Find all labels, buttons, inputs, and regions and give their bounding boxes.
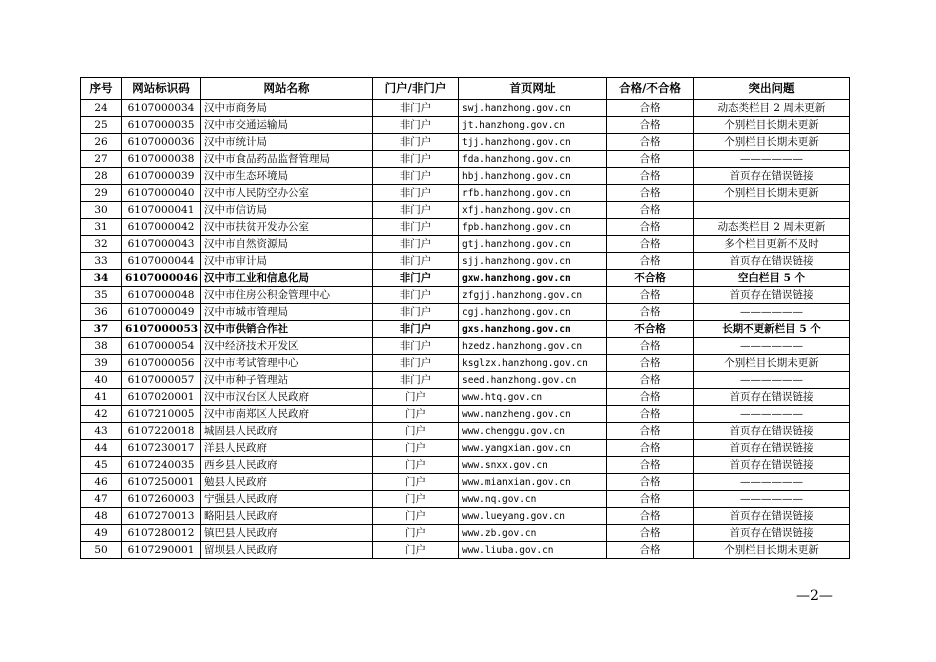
cell-result: 合格 bbox=[607, 338, 694, 355]
cell-result: 合格 bbox=[607, 236, 694, 253]
cell-site-name: 汉中市供销合作社 bbox=[201, 321, 373, 338]
cell-site-code: 6107240035 bbox=[122, 457, 201, 474]
cell-site-name: 略阳县人民政府 bbox=[201, 508, 373, 525]
cell-homepage-url: www.zb.gov.cn bbox=[459, 525, 607, 542]
cell-site-name: 汉中市食品药品监督管理局 bbox=[201, 151, 373, 168]
cell-site-code: 6107000040 bbox=[122, 185, 201, 202]
cell-site-code: 6107270013 bbox=[122, 508, 201, 525]
cell-site-code: 6107000057 bbox=[122, 372, 201, 389]
table-row bbox=[81, 389, 850, 406]
cell-issue: —————— bbox=[694, 406, 850, 423]
cell-serial-no: 26 bbox=[81, 134, 122, 151]
cell-issue: 空白栏目 5 个 bbox=[694, 270, 850, 287]
cell-homepage-url: www.snxx.gov.cn bbox=[459, 457, 607, 474]
table-header-row bbox=[81, 78, 850, 100]
cell-serial-no: 42 bbox=[81, 406, 122, 423]
cell-site-code: 6107000038 bbox=[122, 151, 201, 168]
table-row bbox=[81, 457, 850, 474]
cell-site-name: 汉中市住房公积金管理中心 bbox=[201, 287, 373, 304]
cell-portal-type: 门户 bbox=[373, 474, 459, 491]
cell-serial-no: 43 bbox=[81, 423, 122, 440]
cell-issue: 首页存在错误链接 bbox=[694, 423, 850, 440]
cell-portal-type: 非门户 bbox=[373, 253, 459, 270]
cell-serial-no: 38 bbox=[81, 338, 122, 355]
cell-site-name: 汉中经济技术开发区 bbox=[201, 338, 373, 355]
cell-portal-type: 非门户 bbox=[373, 372, 459, 389]
cell-result: 合格 bbox=[607, 151, 694, 168]
cell-portal-type: 非门户 bbox=[373, 219, 459, 236]
cell-serial-no: 46 bbox=[81, 474, 122, 491]
cell-homepage-url: www.chenggu.gov.cn bbox=[459, 423, 607, 440]
table-row bbox=[81, 338, 850, 355]
cell-site-code: 6107280012 bbox=[122, 525, 201, 542]
cell-homepage-url: fpb.hanzhong.gov.cn bbox=[459, 219, 607, 236]
table-row bbox=[81, 406, 850, 423]
cell-site-code: 6107250001 bbox=[122, 474, 201, 491]
table-row bbox=[81, 253, 850, 270]
cell-result: 合格 bbox=[607, 457, 694, 474]
cell-serial-no: 49 bbox=[81, 525, 122, 542]
cell-site-code: 6107260003 bbox=[122, 491, 201, 508]
cell-site-code: 6107000053 bbox=[122, 321, 201, 338]
cell-issue: —————— bbox=[694, 491, 850, 508]
cell-site-code: 6107000035 bbox=[122, 117, 201, 134]
cell-site-name: 汉中市汉台区人民政府 bbox=[201, 389, 373, 406]
cell-serial-no: 48 bbox=[81, 508, 122, 525]
cell-serial-no: 36 bbox=[81, 304, 122, 321]
cell-serial-no: 35 bbox=[81, 287, 122, 304]
cell-result: 合格 bbox=[607, 542, 694, 559]
cell-site-code: 6107230017 bbox=[122, 440, 201, 457]
cell-homepage-url: gxw.hanzhong.gov.cn bbox=[459, 270, 607, 287]
cell-issue: 动态类栏目 2 周未更新 bbox=[694, 100, 850, 117]
cell-issue: 个别栏目长期未更新 bbox=[694, 542, 850, 559]
cell-portal-type: 门户 bbox=[373, 491, 459, 508]
cell-issue: —————— bbox=[694, 304, 850, 321]
cell-result: 合格 bbox=[607, 355, 694, 372]
cell-serial-no: 31 bbox=[81, 219, 122, 236]
cell-site-code: 6107000039 bbox=[122, 168, 201, 185]
cell-serial-no: 30 bbox=[81, 202, 122, 219]
cell-serial-no: 39 bbox=[81, 355, 122, 372]
cell-portal-type: 非门户 bbox=[373, 202, 459, 219]
cell-result: 合格 bbox=[607, 100, 694, 117]
cell-site-name: 洋县人民政府 bbox=[201, 440, 373, 457]
cell-result: 不合格 bbox=[607, 321, 694, 338]
cell-serial-no: 47 bbox=[81, 491, 122, 508]
cell-issue: 首页存在错误链接 bbox=[694, 508, 850, 525]
table-row bbox=[81, 372, 850, 389]
cell-site-code: 6107000046 bbox=[122, 270, 201, 287]
cell-site-code: 6107000041 bbox=[122, 202, 201, 219]
cell-site-name: 汉中市南郑区人民政府 bbox=[201, 406, 373, 423]
cell-site-name: 汉中市城市管理局 bbox=[201, 304, 373, 321]
cell-portal-type: 非门户 bbox=[373, 151, 459, 168]
cell-issue: 首页存在错误链接 bbox=[694, 457, 850, 474]
cell-portal-type: 非门户 bbox=[373, 270, 459, 287]
cell-portal-type: 门户 bbox=[373, 423, 459, 440]
cell-site-name: 汉中市种子管理站 bbox=[201, 372, 373, 389]
cell-site-name: 汉中市审计局 bbox=[201, 253, 373, 270]
cell-homepage-url: www.liuba.gov.cn bbox=[459, 542, 607, 559]
cell-result: 合格 bbox=[607, 525, 694, 542]
cell-site-name: 汉中市自然资源局 bbox=[201, 236, 373, 253]
header-portal-type: 门户/非门户 bbox=[373, 78, 459, 100]
cell-issue: 首页存在错误链接 bbox=[694, 253, 850, 270]
table-row bbox=[81, 185, 850, 202]
cell-result: 合格 bbox=[607, 389, 694, 406]
cell-site-code: 6107000042 bbox=[122, 219, 201, 236]
cell-site-code: 6107000043 bbox=[122, 236, 201, 253]
cell-result: 合格 bbox=[607, 253, 694, 270]
cell-serial-no: 25 bbox=[81, 117, 122, 134]
cell-site-code: 6107290001 bbox=[122, 542, 201, 559]
cell-portal-type: 非门户 bbox=[373, 287, 459, 304]
cell-result: 合格 bbox=[607, 406, 694, 423]
cell-portal-type: 非门户 bbox=[373, 134, 459, 151]
header-site-code: 网站标识码 bbox=[122, 78, 201, 100]
cell-site-name: 汉中市统计局 bbox=[201, 134, 373, 151]
table-row bbox=[81, 270, 850, 287]
cell-portal-type: 门户 bbox=[373, 525, 459, 542]
cell-issue: 多个栏目更新不及时 bbox=[694, 236, 850, 253]
cell-homepage-url: ksglzx.hanzhong.gov.cn bbox=[459, 355, 607, 372]
cell-homepage-url: www.mianxian.gov.cn bbox=[459, 474, 607, 491]
cell-issue: 首页存在错误链接 bbox=[694, 440, 850, 457]
cell-site-code: 6107220018 bbox=[122, 423, 201, 440]
cell-serial-no: 33 bbox=[81, 253, 122, 270]
cell-site-name: 西乡县人民政府 bbox=[201, 457, 373, 474]
cell-serial-no: 40 bbox=[81, 372, 122, 389]
cell-result: 合格 bbox=[607, 304, 694, 321]
cell-portal-type: 门户 bbox=[373, 508, 459, 525]
table-row bbox=[81, 100, 850, 117]
cell-portal-type: 非门户 bbox=[373, 100, 459, 117]
cell-serial-no: 27 bbox=[81, 151, 122, 168]
cell-issue: 个别栏目长期未更新 bbox=[694, 134, 850, 151]
cell-homepage-url: www.yangxian.gov.cn bbox=[459, 440, 607, 457]
cell-issue: 个别栏目长期未更新 bbox=[694, 117, 850, 134]
table-row bbox=[81, 236, 850, 253]
cell-issue: 个别栏目长期未更新 bbox=[694, 185, 850, 202]
cell-homepage-url: gxs.hanzhong.gov.cn bbox=[459, 321, 607, 338]
cell-homepage-url: hzedz.hanzhong.gov.cn bbox=[459, 338, 607, 355]
table-row bbox=[81, 525, 850, 542]
cell-site-code: 6107020001 bbox=[122, 389, 201, 406]
table-row bbox=[81, 168, 850, 185]
cell-result: 合格 bbox=[607, 474, 694, 491]
cell-site-name: 留坝县人民政府 bbox=[201, 542, 373, 559]
cell-issue: —————— bbox=[694, 474, 850, 491]
header-site-name: 网站名称 bbox=[201, 78, 373, 100]
cell-site-name: 宁强县人民政府 bbox=[201, 491, 373, 508]
table-row bbox=[81, 423, 850, 440]
cell-result: 合格 bbox=[607, 202, 694, 219]
table-row bbox=[81, 304, 850, 321]
table-row bbox=[81, 151, 850, 168]
cell-homepage-url: cgj.hanzhong.gov.cn bbox=[459, 304, 607, 321]
table-row bbox=[81, 219, 850, 236]
cell-homepage-url: gtj.hanzhong.gov.cn bbox=[459, 236, 607, 253]
cell-serial-no: 50 bbox=[81, 542, 122, 559]
cell-homepage-url: www.nq.gov.cn bbox=[459, 491, 607, 508]
cell-issue: —————— bbox=[694, 338, 850, 355]
cell-site-name: 汉中市商务局 bbox=[201, 100, 373, 117]
header-homepage-url: 首页网址 bbox=[459, 78, 607, 100]
cell-serial-no: 32 bbox=[81, 236, 122, 253]
page-number: —2— bbox=[796, 588, 833, 604]
table-row bbox=[81, 474, 850, 491]
cell-site-code: 6107000054 bbox=[122, 338, 201, 355]
cell-site-name: 汉中市交通运输局 bbox=[201, 117, 373, 134]
cell-issue: —————— bbox=[694, 372, 850, 389]
cell-site-name: 城固县人民政府 bbox=[201, 423, 373, 440]
cell-site-name: 汉中市生态环境局 bbox=[201, 168, 373, 185]
table-row bbox=[81, 440, 850, 457]
cell-homepage-url: zfgjj.hanzhong.gov.cn bbox=[459, 287, 607, 304]
cell-issue: —————— bbox=[694, 151, 850, 168]
cell-site-name: 汉中市考试管理中心 bbox=[201, 355, 373, 372]
cell-site-code: 6107000034 bbox=[122, 100, 201, 117]
cell-portal-type: 非门户 bbox=[373, 117, 459, 134]
cell-result: 合格 bbox=[607, 134, 694, 151]
header-result: 合格/不合格 bbox=[607, 78, 694, 100]
cell-portal-type: 非门户 bbox=[373, 304, 459, 321]
cell-issue bbox=[694, 202, 850, 219]
cell-result: 合格 bbox=[607, 440, 694, 457]
cell-portal-type: 门户 bbox=[373, 440, 459, 457]
cell-result: 合格 bbox=[607, 168, 694, 185]
cell-homepage-url: swj.hanzhong.gov.cn bbox=[459, 100, 607, 117]
cell-issue: 首页存在错误链接 bbox=[694, 287, 850, 304]
cell-site-name: 汉中市信访局 bbox=[201, 202, 373, 219]
cell-homepage-url: sjj.hanzhong.gov.cn bbox=[459, 253, 607, 270]
cell-homepage-url: jt.hanzhong.gov.cn bbox=[459, 117, 607, 134]
cell-serial-no: 44 bbox=[81, 440, 122, 457]
cell-portal-type: 非门户 bbox=[373, 168, 459, 185]
cell-site-code: 6107210005 bbox=[122, 406, 201, 423]
cell-serial-no: 34 bbox=[81, 270, 122, 287]
cell-result: 合格 bbox=[607, 219, 694, 236]
cell-site-code: 6107000056 bbox=[122, 355, 201, 372]
cell-site-code: 6107000044 bbox=[122, 253, 201, 270]
cell-homepage-url: rfb.hanzhong.gov.cn bbox=[459, 185, 607, 202]
cell-issue: 首页存在错误链接 bbox=[694, 168, 850, 185]
cell-site-name: 汉中市扶贫开发办公室 bbox=[201, 219, 373, 236]
table-body bbox=[81, 100, 850, 559]
table-row bbox=[81, 355, 850, 372]
cell-result: 合格 bbox=[607, 372, 694, 389]
table-row bbox=[81, 117, 850, 134]
cell-result: 不合格 bbox=[607, 270, 694, 287]
cell-homepage-url: fda.hanzhong.gov.cn bbox=[459, 151, 607, 168]
cell-portal-type: 门户 bbox=[373, 542, 459, 559]
table-row bbox=[81, 287, 850, 304]
cell-homepage-url: xfj.hanzhong.gov.cn bbox=[459, 202, 607, 219]
cell-issue: 首页存在错误链接 bbox=[694, 525, 850, 542]
cell-site-name: 汉中市工业和信息化局 bbox=[201, 270, 373, 287]
cell-site-name: 镇巴县人民政府 bbox=[201, 525, 373, 542]
header-serial-no: 序号 bbox=[81, 78, 122, 100]
cell-portal-type: 非门户 bbox=[373, 355, 459, 372]
cell-result: 合格 bbox=[607, 491, 694, 508]
table-row bbox=[81, 202, 850, 219]
table-row bbox=[81, 321, 850, 338]
cell-portal-type: 门户 bbox=[373, 406, 459, 423]
cell-serial-no: 37 bbox=[81, 321, 122, 338]
cell-serial-no: 41 bbox=[81, 389, 122, 406]
cell-site-name: 汉中市人民防空办公室 bbox=[201, 185, 373, 202]
cell-issue: 个别栏目长期未更新 bbox=[694, 355, 850, 372]
cell-portal-type: 门户 bbox=[373, 389, 459, 406]
cell-serial-no: 29 bbox=[81, 185, 122, 202]
header-issue: 突出问题 bbox=[694, 78, 850, 100]
cell-result: 合格 bbox=[607, 508, 694, 525]
cell-issue: 长期不更新栏目 5 个 bbox=[694, 321, 850, 338]
cell-issue: 动态类栏目 2 周未更新 bbox=[694, 219, 850, 236]
cell-result: 合格 bbox=[607, 185, 694, 202]
cell-portal-type: 门户 bbox=[373, 457, 459, 474]
cell-homepage-url: hbj.hanzhong.gov.cn bbox=[459, 168, 607, 185]
website-inspection-table bbox=[80, 77, 850, 559]
cell-homepage-url: www.htq.gov.cn bbox=[459, 389, 607, 406]
cell-portal-type: 非门户 bbox=[373, 321, 459, 338]
cell-homepage-url: www.lueyang.gov.cn bbox=[459, 508, 607, 525]
cell-site-code: 6107000036 bbox=[122, 134, 201, 151]
table-row bbox=[81, 508, 850, 525]
cell-homepage-url: www.nanzheng.gov.cn bbox=[459, 406, 607, 423]
cell-serial-no: 28 bbox=[81, 168, 122, 185]
cell-portal-type: 非门户 bbox=[373, 338, 459, 355]
cell-site-code: 6107000048 bbox=[122, 287, 201, 304]
cell-result: 合格 bbox=[607, 423, 694, 440]
cell-result: 合格 bbox=[607, 287, 694, 304]
cell-portal-type: 非门户 bbox=[373, 185, 459, 202]
table-row bbox=[81, 134, 850, 151]
table-row bbox=[81, 491, 850, 508]
cell-homepage-url: seed.hanzhong.gov.cn bbox=[459, 372, 607, 389]
cell-portal-type: 非门户 bbox=[373, 236, 459, 253]
cell-serial-no: 45 bbox=[81, 457, 122, 474]
cell-serial-no: 24 bbox=[81, 100, 122, 117]
table-row bbox=[81, 542, 850, 559]
cell-site-name: 勉县人民政府 bbox=[201, 474, 373, 491]
cell-site-code: 6107000049 bbox=[122, 304, 201, 321]
cell-homepage-url: tjj.hanzhong.gov.cn bbox=[459, 134, 607, 151]
cell-issue: 首页存在错误链接 bbox=[694, 389, 850, 406]
cell-result: 合格 bbox=[607, 117, 694, 134]
